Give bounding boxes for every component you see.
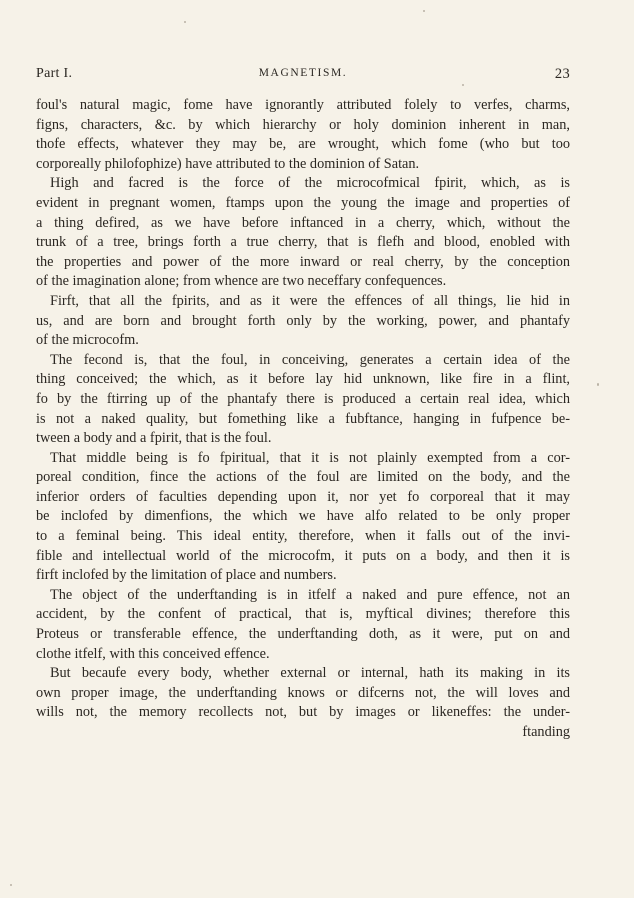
text-line: tween a body and a fpirit, that is the foul. — [36, 430, 272, 447]
text-line: accident, by the confent of practical, that is, myftical divines; therefore this — [36, 606, 570, 623]
text-line: Firft, that all the fpirits, and as it were the effences of all things, lie hid in — [50, 292, 570, 309]
paper-speck — [423, 10, 425, 12]
text-line: The fecond is, that the foul, in conceiving, generates a certain idea of the — [50, 351, 570, 368]
page-text — [36, 96, 570, 743]
text-line: firft inclofed by the limitation of place and numbers. — [36, 567, 337, 584]
text-line: That middle being is fo fpiritual, that it is not plainly exempted from a cor- — [50, 449, 570, 466]
running-title: MAGNETISM. — [258, 67, 348, 79]
text-line: foul's natural magic, fome have ignorantly attributed folely to verfes, charms, — [36, 97, 570, 113]
text-line: fo by the ftirring up of the phantafy there is produced a certain real idea, which — [36, 390, 570, 407]
text-line: evident in pregnant women, ftamps upon the young the image and properties of — [36, 194, 570, 211]
text-line: thofe effects, whatever they may be, are wrought, which fome (who but too — [36, 136, 570, 153]
text-line: fible and intellectual world of the microcofm, it puts on a body, and then it is — [36, 547, 570, 564]
part-label: Part I. — [36, 66, 73, 81]
text-line: of the imagination alone; from whence are two neceffary confequences. — [36, 273, 447, 290]
text-line: poreal condition, fince the actions of the foul are limited on the body, and the — [36, 469, 570, 486]
catchword: ftanding — [522, 724, 570, 740]
running-header — [36, 66, 570, 86]
page-number: 23 — [554, 66, 570, 82]
text-line: But becaufe every body, whether external or internal, hath its making in its — [50, 665, 570, 682]
paper-speck — [10, 884, 12, 886]
text-line: The object of the underftanding is in itfelf a naked and pure effence, not an — [50, 586, 570, 603]
text-line: figns, characters, &c. by which hierarchy or holy dominion inherent in man, — [36, 116, 570, 133]
text-line: thing conceived; the which, as it before lay hid unknown, like fire in a flint, — [36, 371, 570, 388]
text-line: is not a naked quality, but fomething like a fubftance, hanging in fufpence be- — [36, 410, 570, 427]
text-line: corporeally philofophize) have attributed to the dominion of Satan. — [36, 155, 420, 172]
paper-speck — [597, 383, 599, 386]
paper-speck — [184, 21, 186, 23]
paper-speck — [462, 84, 464, 86]
text-line: us, and are born and brought forth only by the working, power, and phantafy — [36, 312, 570, 329]
text-line: of the microcofm. — [36, 332, 139, 349]
text-line: a thing defired, as we have before inftanced in a cherry, which, without the — [36, 214, 570, 231]
text-line: High and facred is the force of the microcofmical fpirit, which, as is — [50, 175, 570, 192]
text-line: inferior orders of faculties depending upon it, nor yet fo corporeal that it may — [36, 488, 570, 505]
text-line: be inclofed by dimenfions, the which we have alfo related to be only proper — [36, 508, 570, 525]
text-line: wills not, the memory recollects not, but by images or likeneffes: the under- — [36, 704, 570, 721]
text-line: Proteus or transferable effence, the underftanding doth, as it were, put on and — [36, 626, 570, 643]
text-line: clothe itfelf, with this conceived effence. — [36, 645, 270, 662]
text-line: own proper image, the underftanding knows or difcerns not, the will loves and — [36, 684, 570, 701]
text-line: trunk of a tree, brings forth a true cherry, that is flefh and blood, enobled with — [36, 234, 570, 251]
text-line: the properties and power of the more inward or real cherry, by the conception — [36, 253, 570, 270]
text-line: to a feminal being. This ideal entity, therefore, when it falls out of the invi- — [36, 528, 570, 545]
